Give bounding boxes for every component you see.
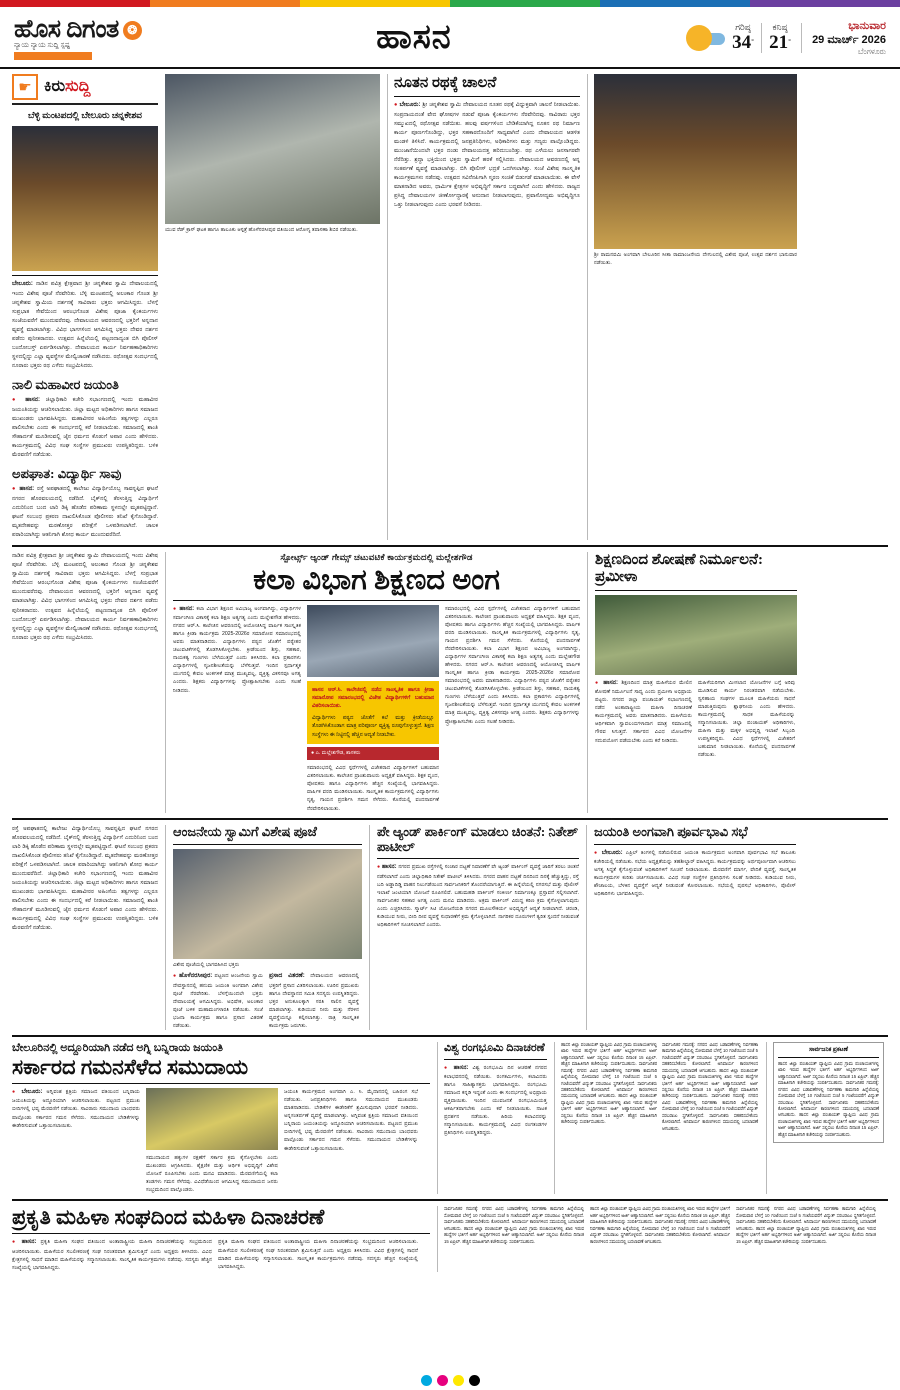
- kicker-belur: ಬೇಲೂರಿನಲ್ಲಿ ಅದ್ದೂರಿಯಾಗಿ ನಡೆದ ಅಗ್ನಿ ಬನ್ನಿರಾಯ ಜಯಂತಿ: [12, 1041, 223, 1054]
- photo-belur-procession: [146, 1088, 278, 1150]
- temp-max: [732, 23, 754, 52]
- column-kala-story: [165, 552, 580, 812]
- headline-apaghata: ಅಪಘಾತ: ವಿದ್ಯಾರ್ಥಿ ಸಾವು: [12, 466, 122, 482]
- color-registration-strip: [0, 0, 900, 7]
- column-classified-1: [554, 1042, 759, 1194]
- article-kala-body2: ಸಮಾರಂಭದಲ್ಲಿ ವಿವಿಧ ಸ್ಪರ್ಧೆಗಳಲ್ಲಿ ವಿಜೇತರಾದ ವಿದ್ಯಾರ್ಥಿಗಳಿಗೆ ಬಹುಮಾನ ವಿತರಿಸಲಾಯಿತು. ಕಾಲೇಜಿನ ಪ್ರಾಂಶುಪಾಲರು ಅಧ್ಯಕ್ಷತೆ ವಹಿಸಿದ್ದರು. ಶಿಕ್ಷಕ ವೃಂದ, ಪೋಷಕರು ಹಾಗೂ ವಿದ್ಯಾರ್ಥಿಗಳು ಹೆಚ್ಚಿನ ಸಂಖ್ಯೆಯಲ್ಲಿ ಭಾಗವಹಿಸಿದ್ದರು. ವಾರ್ಷಿಕ ವರದಿ ಮಂಡಿಸಲಾಯಿತು. ಸಾಂಸ್ಕೃತಿಕ ಕಾರ್ಯಕ್ರಮಗಳಲ್ಲಿ ವಿದ್ಯಾರ್ಥಿಗಳು ನೃತ್ಯ, ಗಾಯನ ಪ್ರದರ್ಶಿಸಿ ಗಮನ ಸೆಳೆದರು. ಕೊನೆಯಲ್ಲಿ ವಂದನಾರ್ಪಣೆ ನೆರವೇರಿಸಲಾಯಿತು. ಕಲಾ ವಿಭಾಗ ಶಿಕ್ಷಣದ ಅವಿಭಾಜ್ಯ ಅಂಗವಾಗಿದ್ದು, ವಿದ್ಯಾರ್ಥಿಗಳ ಸರ್ವಾಂಗೀಣ ವಿಕಾಸಕ್ಕೆ ಕಲಾ ಶಿಕ್ಷಣ ಅತ್ಯಗತ್ಯ ಎಂದು ಮಲ್ಲೇಶಗೌಡ ಹೇಳಿದರು. ನಗರದ ಆರ್.ಸಿ. ಕಾಲೇಜಿನ ಆವರಣದಲ್ಲಿ ಆಯೋಜಿಸಿದ್ದ ವಾರ್ಷಿಕ ಸಾಂಸ್ಕೃತಿಕ ಹಾಗೂ ಕ್ರೀಡಾ ಕಾರ್ಯಕ್ರಮ 2025-2026ರ ಸಮಾರೋಪ ಸಮಾರಂಭದಲ್ಲಿ ಅವರು ಮಾತನಾಡಿದರು. ವಿದ್ಯಾರ್ಥಿಗಳು ಪಠ್ಯದ ಜೊತೆಗೆ ಪಠ್ಯೇತರ ಚಟುವಟಿಕೆಗಳಲ್ಲಿ ತೊಡಗಿಸಿಕೊಳ್ಳಬೇಕು. ಕ್ರೀಡೆಯಿಂದ ಶಿಸ್ತು, ಸಹಕಾರ, ನಾಯಕತ್ವ ಗುಣಗಳು ಬೆಳೆಯುತ್ತವೆ ಎಂದು ತಿಳಿಸಿದರು. ಕಲಾ ಪ್ರಕಾರಗಳು ವಿದ್ಯಾರ್ಥಿಗಳಲ್ಲಿ ಸೃಜನಶೀಲತೆಯನ್ನು ಬೆಳೆಸುತ್ತವೆ. ಇಂದಿನ ಸ್ಪರ್ಧಾತ್ಮಕ ಯುಗದಲ್ಲಿ ಕೇವಲ ಅಂಕಗಳಿಕೆ ಮಾತ್ರ ಮುಖ್ಯವಲ್ಲ, ವ್ಯಕ್ತಿತ್ವ ವಿಕಸನವೂ ಅಗತ್ಯ ಎಂದರು. ಶಿಕ್ಷಕರು ವಿದ್ಯಾರ್ಥಿಗಳನ್ನು ಪ್ರೋತ್ಸಾಹಿಸಬೇಕು ಎಂದು ಸಲಹೆ ನೀಡಿದರು.: [445, 605, 580, 725]
- logo-tagline: ನ್ಯಾಯ ನ್ಯಾಯ ಸುದ್ದಿ ಸ್ಪಷ್ಟ: [14, 42, 71, 49]
- kirusuddi-header: [12, 74, 158, 105]
- temp-max-label: ಗರಿಷ್ಠ: [735, 22, 751, 33]
- photo-anjaneya-puja: [173, 849, 362, 959]
- column-shikshana: [587, 552, 797, 812]
- dateline: ಹಾಸನ:: [19, 486, 35, 493]
- bullet-icon: ●: [444, 1064, 450, 1071]
- column-parking: [369, 825, 579, 1030]
- article-belur-body3: ಜಯಂತಿ ಕಾರ್ಯಕ್ರಮದ ಅಂಗವಾಗಿ ಎ. ಸಿ. ಮೈದಾನದಲ್ಲಿ ಬಹಿರಂಗ ಸಭೆ ನಡೆಯಿತು. ಜನಪ್ರತಿನಿಧಿಗಳು ಹಾಗೂ ಸಮುದಾಯದ ಮುಖಂಡರು ಮಾತನಾಡಿದರು. ಬೇಡಿಕೆಗಳ ಈಡೇರಿಕೆಗೆ ಶ್ರಮಿಸುವುದಾಗಿ ಭರವಸೆ ನೀಡಿದರು. ಅನ್ನಸಂತರ್ಪಣೆ ವ್ಯವಸ್ಥೆ ಮಾಡಲಾಗಿತ್ತು. ಅಗ್ನಿವಂಶ ಕ್ಷತ್ರಿಯ ಸಮಾಜದ ವತಿಯಿಂದ ಬನ್ನಿರಾಯ ಜಯಂತಿಯನ್ನು ಅದ್ದೂರಿಯಾಗಿ ಆಚರಿಸಲಾಯಿತು. ಪಟ್ಟಣದ ಪ್ರಮುಖ ಬೀದಿಗಳಲ್ಲಿ ಭವ್ಯ ಮೆರವಣಿಗೆ ನಡೆಯಿತು. ಸಾವಿರಾರು ಸಮುದಾಯ ಬಾಂಧವರು ಪಾಲ್ಗೊಂಡು ಸರ್ಕಾರದ ಗಮನ ಸೆಳೆದರು. ಸಮುದಾಯದ ಬೇಡಿಕೆಗಳನ್ನು ಈಡೇರಿಸುವಂತೆ ಒತ್ತಾಯಿಸಲಾಯಿತು.: [284, 1089, 418, 1152]
- classified-text-b: ಸಾರ್ವಜನಿಕರ ಗಮನಕ್ಕೆ: ನಗರದ ವಿವಿಧ ಬಡಾವಣೆಗಳಲ್ಲಿ ನಿರ್ವಹಣಾ ಕಾಮಗಾರಿ ಹಿನ್ನೆಲೆಯಲ್ಲಿ ಸೋಮವಾರ ಬೆಳಗ್ಗೆ 10 ಗಂಟೆಯಿಂದ ಸಂಜೆ 5 ಗಂಟೆಯವರೆಗೆ ವಿದ್ಯುತ್ ಸರಬರಾಜು ಸ್ಥಗಿತಗೊಳ್ಳಲಿದೆ. ಸಾರ್ವಜನಿಕರು ಸಹಕರಿಸಬೇಕೆಂದು ಕೋರಲಾಗಿದೆ. ಅನಿವಾರ್ಯ ಕಾರಣಗಳಿಂದ ಸಮಯದಲ್ಲಿ ಬದಲಾವಣೆ ಆಗಬಹುದು. ಹಾಸನ ಜಿಲ್ಲಾ ಪಂಚಾಯತ್ ವ್ಯಾಪ್ತಿಯ ವಿವಿಧ ಗ್ರಾಮ ಪಂಚಾಯತಿಗಳಲ್ಲಿ ಖಾಲಿ ಇರುವ ಹುದ್ದೆಗಳ ಭರ್ತಿಗೆ ಅರ್ಹ ಅಭ್ಯರ್ಥಿಗಳಿಂದ ಅರ್ಜಿ ಆಹ್ವಾನಿಸಲಾಗಿದೆ. ಅರ್ಜಿ ಸಲ್ಲಿಸಲು ಕೊನೆಯ ದಿನಾಂಕ 15 ಏಪ್ರಿಲ್. ಹೆಚ್ಚಿನ ಮಾಹಿತಿಗಾಗಿ ಕಚೇರಿಯನ್ನು ಸಂಪರ್ಕಿಸಬಹುದು. ಸಾರ್ವಜನಿಕರ ಗಮನಕ್ಕೆ: ನಗರದ ವಿವಿಧ ಬಡಾವಣೆಗಳಲ್ಲಿ ನಿರ್ವಹಣಾ ಕಾಮಗಾರಿ ಹಿನ್ನೆಲೆಯಲ್ಲಿ ಸೋಮವಾರ ಬೆಳಗ್ಗೆ 10 ಗಂಟೆಯಿಂದ ಸಂಜೆ 5 ಗಂಟೆಯವರೆಗೆ ವಿದ್ಯುತ್ ಸರಬರಾಜು ಸ್ಥಗಿತಗೊಳ್ಳಲಿದೆ. ಸಾರ್ವಜನಿಕರು ಸಹಕರಿಸಬೇಕೆಂದು ಕೋರಲಾಗಿದೆ. ಅನಿವಾರ್ಯ ಕಾರಣಗಳಿಂದ ಸಮಯದಲ್ಲಿ ಬದಲಾವಣೆ ಆಗಬಹುದು.: [662, 1041, 758, 1131]
- headline-vishwa: ವಿಶ್ವ ರಂಗಭೂಮಿ ದಿನಾಚರಣೆ: [444, 1041, 545, 1054]
- classified-text-e: ಸಾರ್ವಜನಿಕರ ಗಮನಕ್ಕೆ: ನಗರದ ವಿವಿಧ ಬಡಾವಣೆಗಳಲ್ಲಿ ನಿರ್ವಹಣಾ ಕಾಮಗಾರಿ ಹಿನ್ನೆಲೆಯಲ್ಲಿ ಸೋಮವಾರ ಬೆಳಗ್ಗೆ 10 ಗಂಟೆಯಿಂದ ಸಂಜೆ 5 ಗಂಟೆಯವರೆಗೆ ವಿದ್ಯುತ್ ಸರಬರಾಜು ಸ್ಥಗಿತಗೊಳ್ಳಲಿದೆ. ಸಾರ್ವಜನಿಕರು ಸಹಕರಿಸಬೇಕೆಂದು ಕೋರಲಾಗಿದೆ. ಅನಿವಾರ್ಯ ಕಾರಣಗಳಿಂದ ಸಮಯದಲ್ಲಿ ಬದಲಾವಣೆ ಆಗಬಹುದು. ಹಾಸನ ಜಿಲ್ಲಾ ಪಂಚಾಯತ್ ವ್ಯಾಪ್ತಿಯ ವಿವಿಧ ಗ್ರಾಮ ಪಂಚಾಯತಿಗಳಲ್ಲಿ ಖಾಲಿ ಇರುವ ಹುದ್ದೆಗಳ ಭರ್ತಿಗೆ ಅರ್ಹ ಅಭ್ಯರ್ಥಿಗಳಿಂದ ಅರ್ಜಿ ಆಹ್ವಾನಿಸಲಾಗಿದೆ. ಅರ್ಜಿ ಸಲ್ಲಿಸಲು ಕೊನೆಯ ದಿನಾಂಕ 15 ಏಪ್ರಿಲ್. ಹೆಚ್ಚಿನ ಮಾಹಿತಿಗಾಗಿ ಕಚೇರಿಯನ್ನು ಸಂಪರ್ಕಿಸಬಹುದು.: [736, 1206, 876, 1244]
- masthead: [0, 7, 900, 69]
- dateline: ಹಾಸನ:: [179, 605, 195, 612]
- bullet-icon: ●: [311, 749, 315, 756]
- column-left-continued: [12, 552, 158, 812]
- photo-belur-deity: [12, 126, 158, 271]
- bullet-icon: ●: [173, 973, 177, 980]
- dateline: ಹಾಸನ:: [21, 1239, 37, 1246]
- article-parking-body: ● ಹಾಸನ: ನಗರದ ಪ್ರಮುಖ ರಸ್ತೆಗಳಲ್ಲಿ ಸಂಚಾರ ದಟ್ಟಣೆ ನಿವಾರಣೆಗೆ ಪೇ ಆ್ಯಂಡ್ ಪಾರ್ಕಿಂಗ್ ವ್ಯವಸ್ಥೆ ಜಾರಿಗೆ ತರಲು ಚಿಂತನೆ ನಡೆಸಲಾಗಿದೆ ಎಂದು ಜಿಲ್ಲಾಧಿಕಾರಿ ನಿತೇಶ್ ಪಾಟೀಲ್ ತಿಳಿಸಿದರು. ನಗರದ ವಾಹನ ದಟ್ಟಣೆ ದಿನದಿಂದ ದಿನಕ್ಕೆ ಹೆಚ್ಚುತ್ತಿದ್ದು, ರಸ್ತೆ ಬದಿ ಅಡ್ಡಾದಿಡ್ಡಿ ವಾಹನ ನಿಲುಗಡೆಯಿಂದ ಸಾರ್ವಜನಿಕರಿಗೆ ತೊಂದರೆಯಾಗುತ್ತಿದೆ. ಈ ಹಿನ್ನೆಲೆಯಲ್ಲಿ ನಗರಸಭೆ ಮತ್ತು ಪೊಲೀಸ್ ಇಲಾಖೆ ಜಂಟಿಯಾಗಿ ಯೋಜನೆ ರೂಪಿಸಲಿವೆ. ಬಹುಮಹಡಿ ಪಾರ್ಕಿಂಗ್ ಸಂಕೀರ್ಣ ನಿರ್ಮಾಣಕ್ಕೂ ಪ್ರಸ್ತಾವನೆ ಸಲ್ಲಿಸಲಾಗಿದೆ. ಸಾರ್ವಜನಿಕರ ಸಹಕಾರ ಅಗತ್ಯ ಎಂದು ಮನವಿ ಮಾಡಿದರು. ಅಕ್ರಮ ಪಾರ್ಕಿಂಗ್ ವಿರುದ್ಧ ಕಠಿಣ ಕ್ರಮ ಕೈಗೊಳ್ಳಲಾಗುವುದು ಎಂದು ಎಚ್ಚರಿಸಿದರು. ಸ್ಮಾರ್ಟ್ ಸಿಟಿ ಯೋಜನೆಯಡಿ ನಗರದ ಮೂಲಸೌಕರ್ಯ ಅಭಿವೃದ್ಧಿಗೆ ಆದ್ಯತೆ ನೀಡಲಾಗಿದೆ. ಚರಂಡಿ, ಕುಡಿಯುವ ನೀರು, ಬೀದಿ ದೀಪ ವ್ಯವಸ್ಥೆ ಸುಧಾರಣೆಗೆ ಕ್ರಮ ಕೈಗೊಳ್ಳಲಾಗಿದೆ. ನಾಗರಿಕರ ದೂರುಗಳಿಗೆ ತ್ವರಿತ ಸ್ಪಂದನೆ ನೀಡುವಂತೆ ಅಧಿಕಾರಿಗಳಿಗೆ ಸೂಚಿಸಲಾಗಿದೆ ಎಂದರು.: [377, 864, 579, 929]
- column-kirusuddi: [12, 74, 158, 540]
- dateline: ಬೇಲೂರು:: [21, 1089, 43, 1096]
- article-prakruti-body2: ಪ್ರಕೃತಿ ಮಹಿಳಾ ಸಂಘದ ವತಿಯಿಂದ ಅಂತಾರಾಷ್ಟ್ರೀಯ ಮಹಿಳಾ ದಿನಾಚರಣೆಯನ್ನು ಸಂಭ್ರಮದಿಂದ ಆಚರಿಸಲಾಯಿತು. ಮಹಿಳೆಯರ ಸಬಲೀಕರಣಕ್ಕೆ ಸಂಘ ನಿರಂತರವಾಗಿ ಶ್ರಮಿಸುತ್ತಿದೆ ಎಂದು ಅಧ್ಯಕ್ಷರು ತಿಳಿಸಿದರು. ವಿವಿಧ ಕ್ಷೇತ್ರಗಳಲ್ಲಿ ಸಾಧನೆ ಮಾಡಿದ ಮಹಿಳೆಯರನ್ನು ಸನ್ಮಾನಿಸಲಾಯಿತು. ಸಾಂಸ್ಕೃತಿಕ ಕಾರ್ಯಕ್ರಮಗಳು ನಡೆದವು. ಸದಸ್ಯರು ಹೆಚ್ಚಿನ ಸಂಖ್ಯೆಯಲ್ಲಿ ಭಾಗವಹಿಸಿದ್ದರು.: [218, 1239, 418, 1270]
- photo-health-camp: [165, 74, 380, 224]
- bullet-icon: ●: [12, 486, 17, 493]
- weekday: ಭಾನುವಾರ: [848, 19, 886, 32]
- article-hemavathi-body: ಬೇಲೂರು: ನಾಡಿನ ಪವಿತ್ರ ಕ್ಷೇತ್ರವಾದ ಶ್ರೀ ಚನ್ನಕೇಶವ ಸ್ವಾಮಿ ದೇವಾಲಯದಲ್ಲಿ ಇಂದು ವಿಶೇಷ ಪೂಜೆ ನೆರವೇರಿತು. ಬೆಳ್ಳಿ ಮಂಟಪದಲ್ಲಿ ಅಲಂಕಾರ ಗೊಂಡ ಶ್ರೀ ಚನ್ನಕೇಶವ ಸ್ವಾಮಿಯ ದರ್ಶನಕ್ಕೆ ಸಾವಿರಾರು ಭಕ್ತರು ಆಗಮಿಸಿದ್ದರು. ಬೆಳಗ್ಗೆ ಸುಪ್ರಭಾತ ಸೇವೆಯಿಂದ ಆರಂಭಗೊಂಡ ವಿಶೇಷ ಪೂಜಾ ಕೈಂಕರ್ಯಗಳು ಸಂಜೆಯವರೆಗೆ ಮುಂದುವರೆದವು. ದೇವಾಲಯದ ಆವರಣದಲ್ಲಿ ಭಕ್ತರಿಗೆ ಅನ್ನದಾನ ವ್ಯವಸ್ಥೆ ಮಾಡಲಾಗಿತ್ತು. ವಿವಿಧ ಭಾಗಗಳಿಂದ ಆಗಮಿಸಿದ್ದ ಭಕ್ತರು ದೇವರ ದರ್ಶನ ಪಡೆದು ಪುನೀತರಾದರು. ಉತ್ಸವದ ಹಿನ್ನೆಲೆಯಲ್ಲಿ ಪಟ್ಟಣದಾದ್ಯಂತ ಬಿಗಿ ಪೊಲೀಸ್ ಬಂದೋಬಸ್ತ್ ಏರ್ಪಡಿಸಲಾಗಿತ್ತು. ದೇವಾಲಯದ ಕಾರ್ಯ ನಿರ್ವಹಣಾಧಿಕಾರಿಗಳು ಸ್ಥಳದಲ್ಲಿದ್ದು ಎಲ್ಲಾ ವ್ಯವಸ್ಥೆಗಳ ಮೇಲ್ವಿಚಾರಣೆ ನಡೆಸಿದರು. ರಥೋತ್ಸವ ಸಂದರ್ಭದಲ್ಲಿ ನೂರಾರು ಭಕ್ತರು ರಥ ಎಳೆದು ಸಂಭ್ರಮಿಸಿದರು.: [12, 281, 158, 370]
- bullet-icon: ●: [12, 1239, 18, 1246]
- article-belur-body2: ಸಮುದಾಯದ ಹಕ್ಕುಗಳ ರಕ್ಷಣೆಗೆ ಸರ್ಕಾರ ಕ್ರಮ ಕೈಗೊಳ್ಳಬೇಕು ಎಂದು ಮುಖಂಡರು ಆಗ್ರಹಿಸಿದರು. ಶೈಕ್ಷಣಿಕ ಮತ್ತು ಆರ್ಥಿಕ ಅಭಿವೃದ್ಧಿಗೆ ವಿಶೇಷ ಯೋಜನೆ ರೂಪಿಸಬೇಕು ಎಂದು ಮನವಿ ಮಾಡಿದರು. ಮೆರವಣಿಗೆಯಲ್ಲಿ ಕಲಾ ತಂಡಗಳು ಗಮನ ಸೆಳೆದವು. ವಿವಿಧೆಡೆಯಿಂದ ಆಗಮಿಸಿದ್ದ ಸಮುದಾಯದ ಜನರು ಸಂಭ್ರಮದಿಂದ ಪಾಲ್ಗೊಂಡರು.: [146, 1155, 278, 1194]
- article-left-band3: ರಸ್ತೆ ಅಪಘಾತದಲ್ಲಿ ಕಾಲೇಜು ವಿದ್ಯಾರ್ಥಿಯೊಬ್ಬ ಸಾವನ್ನಪ್ಪಿದ ಘಟನೆ ನಗರದ ಹೊರವಲಯದಲ್ಲಿ ನಡೆದಿದೆ. ಬೈಕ್‌ನಲ್ಲಿ ತೆರಳುತ್ತಿದ್ದ ವಿದ್ಯಾರ್ಥಿಗೆ ಎದುರಿನಿಂದ ಬಂದ ಲಾರಿ ಡಿಕ್ಕಿ ಹೊಡೆದ ಪರಿಣಾಮ ಸ್ಥಳದಲ್ಲೇ ಮೃತಪಟ್ಟಿದ್ದಾನೆ. ಘಟನೆ ಸಂಬಂಧ ಪ್ರಕರಣ ದಾಖಲಿಸಿಕೊಂಡ ಪೊಲೀಸರು ತನಿಖೆ ಕೈಗೊಂಡಿದ್ದಾರೆ. ಮೃತದೇಹವನ್ನು ಮರಣೋತ್ತರ ಪರೀಕ್ಷೆಗೆ ಒಳಪಡಿಸಲಾಗಿದೆ. ಚಾಲಕ ಪರಾರಿಯಾಗಿದ್ದು ಆತನಿಗಾಗಿ ಶೋಧ ಕಾರ್ಯ ಮುಂದುವರೆದಿದೆ. ಜಿಲ್ಲಾಧಿಕಾರಿ ಕಚೇರಿ ಸಭಾಂಗಣದಲ್ಲಿ ಇಂದು ಮಹಾವೀರ ಜಯಂತಿಯನ್ನು ಆಚರಿಸಲಾಯಿತು. ಜಿಲ್ಲಾ ಮಟ್ಟದ ಅಧಿಕಾರಿಗಳು ಹಾಗೂ ಸಮಾಜದ ಮುಖಂಡರು ಭಾಗವಹಿಸಿದ್ದರು. ಮಹಾವೀರರ ಅಹಿಂಸೆಯ ತತ್ವಗಳನ್ನು ಎಲ್ಲರೂ ಪಾಲಿಸಬೇಕು ಎಂದು ಈ ಸಂದರ್ಭದಲ್ಲಿ ಕರೆ ನೀಡಲಾಯಿತು. ಸಮಾಜದಲ್ಲಿ ಶಾಂತಿ ಸೌಹಾರ್ದತೆ ಮೂಡಿಸುವಲ್ಲಿ ಜೈನ ಧರ್ಮದ ಕೊಡುಗೆ ಅಪಾರ ಎಂದು ಹೇಳಿದರು. ಕಾರ್ಯಕ್ರಮದಲ್ಲಿ ವಿವಿಧ ಸಂಘ ಸಂಸ್ಥೆಗಳ ಪ್ರಮುಖರು ಉಪಸ್ಥಿತರಿದ್ದರು. ಬಳಿಕ ಮೆರವಣಿಗೆ ನಡೆಯಿತು.: [12, 825, 158, 932]
- column-jayanti: [586, 825, 796, 1030]
- caption-anjaneya: ವಿಶೇಷ ಪೂಜೆಯಲ್ಲಿ ಭಾಗವಹಿಸಿದ ಭಕ್ತರು: [173, 961, 240, 968]
- article-shikshana-body2: ಮಹಿಳೆಯರಿಗಾಗಿ ಮೀಸಲಾದ ಯೋಜನೆಗಳ ಬಗ್ಗೆ ಅರಿವು ಮೂಡಿಸುವ ಕಾರ್ಯ ನಿರಂತರವಾಗಿ ನಡೆಯಬೇಕು. ಸ್ವಸಹಾಯ ಸಂಘಗಳ ಮೂಲಕ ಮಹಿಳೆಯರು ಸಾಧನೆ ಮಾಡುತ್ತಿರುವುದು ಶ್ಲಾಘನೀಯ ಎಂದು ಹೇಳಿದರು. ಕಾರ್ಯಕ್ರಮದಲ್ಲಿ ಸಾಧಕ ಮಹಿಳೆಯರನ್ನು ಸನ್ಮಾನಿಸಲಾಯಿತು. ಜಿಲ್ಲಾ ಪಂಚಾಯತ್ ಅಧಿಕಾರಿಗಳು, ಮಹಿಳಾ ಮತ್ತು ಮಕ್ಕಳ ಅಭಿವೃದ್ಧಿ ಇಲಾಖೆ ಸಿಬ್ಬಂದಿ ಉಪಸ್ಥಿತರಿದ್ದರು. ವಿವಿಧ ಸ್ಪರ್ಧೆಗಳಲ್ಲಿ ವಿಜೇತರಿಗೆ ಬಹುಮಾನ ನೀಡಲಾಯಿತು. ಕೊನೆಯಲ್ಲಿ ವಂದನಾರ್ಪಣೆ ನಡೆಯಿತು.: [698, 679, 795, 759]
- sun-icon: [686, 25, 712, 51]
- column-bottom-classified: [437, 1206, 880, 1272]
- article-anjaneya-body1: ● ಹೊಳೆನರಸೀಪುರ: ಪಟ್ಟಣದ ಆಂಜನೇಯ ಸ್ವಾಮಿ ದೇವಸ್ಥಾನದಲ್ಲಿ ಹನುಮ ಜಯಂತಿ ಅಂಗವಾಗಿ ವಿಶೇಷ ಪೂಜೆ ನೆರವೇರಿತು. ಬೆಳಗ್ಗೆಯಿಂದಲೇ ಭಕ್ತರು ದೇವಾಲಯಕ್ಕೆ ಆಗಮಿಸಿದ್ದರು. ಅಭಿಷೇಕ, ಅಲಂಕಾರ ಪೂಜೆ ಬಳಿಕ ಮಹಾಮಂಗಳಾರತಿ ನಡೆಯಿತು. ಸಂಜೆ ಭಜನಾ ಕಾರ್ಯಕ್ರಮ ಹಾಗೂ ಪ್ರಸಾದ ವಿತರಣೆ ನಡೆಯಿತು.: [173, 973, 263, 1029]
- article-anjaneya-body2: ಪ್ರಸಾದ ವಿತರಣೆ: ದೇವಾಲಯದ ಆವರಣದಲ್ಲಿ ಭಕ್ತರಿಗೆ ಪ್ರಸಾದ ವಿತರಿಸಲಾಯಿತು. ಊರಿನ ಪ್ರಮುಖರು ಹಾಗೂ ದೇವಸ್ಥಾನದ ಸಮಿತಿ ಸದಸ್ಯರು ಉಪಸ್ಥಿತರಿದ್ದರು. ಭಕ್ತರ ಅನುಕೂಲಕ್ಕಾಗಿ ಸರತಿ ಸಾಲಿನ ವ್ಯವಸ್ಥೆ ಮಾಡಲಾಗಿತ್ತು. ಕುಡಿಯುವ ನೀರು ಮತ್ತು ನೆರಳಿನ ವ್ಯವಸ್ಥೆಯನ್ನೂ ಕಲ್ಪಿಸಲಾಗಿತ್ತು. ರಾತ್ರಿ ಸಾಂಸ್ಕೃತಿಕ ಕಾರ್ಯಕ್ರಮ ಜರುಗಿತು.: [269, 973, 360, 1029]
- bullet-icon: ●: [173, 605, 177, 612]
- headline-kala: ಕಲಾ ವಿಭಾಗ ಶಿಕ್ಷಣದ ಅಂಗ: [253, 564, 500, 597]
- headline-shikshana: ಶಿಕ್ಷಣದಿಂದ ಶೋಷಣೆ ನಿರ್ಮೂಲನೆ: ಪ್ರಮೀಳಾ: [595, 552, 763, 586]
- temp-min: [769, 23, 791, 52]
- article-belur-body1: ● ಬೇಲೂರು: ಅಗ್ನಿವಂಶ ಕ್ಷತ್ರಿಯ ಸಮಾಜದ ವತಿಯಿಂದ ಬನ್ನಿರಾಯ ಜಯಂತಿಯನ್ನು ಅದ್ದೂರಿಯಾಗಿ ಆಚರಿಸಲಾಯಿತು. ಪಟ್ಟಣದ ಪ್ರಮುಖ ಬೀದಿಗಳಲ್ಲಿ ಭವ್ಯ ಮೆರವಣಿಗೆ ನಡೆಯಿತು. ಸಾವಿರಾರು ಸಮುದಾಯ ಬಾಂಧವರು ಪಾಲ್ಗೊಂಡು ಸರ್ಕಾರದ ಗಮನ ಸೆಳೆದರು. ಸಮುದಾಯದ ಬೇಡಿಕೆಗಳನ್ನು ಈಡೇರಿಸುವಂತೆ ಒತ್ತಾಯಿಸಲಾಯಿತು.: [12, 1089, 140, 1129]
- article-kala-body1: ● ಹಾಸನ: ಕಲಾ ವಿಭಾಗ ಶಿಕ್ಷಣದ ಅವಿಭಾಜ್ಯ ಅಂಗವಾಗಿದ್ದು, ವಿದ್ಯಾರ್ಥಿಗಳ ಸರ್ವಾಂಗೀಣ ವಿಕಾಸಕ್ಕೆ ಕಲಾ ಶಿಕ್ಷಣ ಅತ್ಯಗತ್ಯ ಎಂದು ಮಲ್ಲೇಶಗೌಡ ಹೇಳಿದರು. ನಗರದ ಆರ್.ಸಿ. ಕಾಲೇಜಿನ ಆವರಣದಲ್ಲಿ ಆಯೋಜಿಸಿದ್ದ ವಾರ್ಷಿಕ ಸಾಂಸ್ಕೃತಿಕ ಹಾಗೂ ಕ್ರೀಡಾ ಕಾರ್ಯಕ್ರಮ 2025-2026ರ ಸಮಾರೋಪ ಸಮಾರಂಭದಲ್ಲಿ ಅವರು ಮಾತನಾಡಿದರು. ವಿದ್ಯಾರ್ಥಿಗಳು ಪಠ್ಯದ ಜೊತೆಗೆ ಪಠ್ಯೇತರ ಚಟುವಟಿಕೆಗಳಲ್ಲಿ ತೊಡಗಿಸಿಕೊಳ್ಳಬೇಕು. ಕ್ರೀಡೆಯಿಂದ ಶಿಸ್ತು, ಸಹಕಾರ, ನಾಯಕತ್ವ ಗುಣಗಳು ಬೆಳೆಯುತ್ತವೆ ಎಂದು ತಿಳಿಸಿದರು. ಕಲಾ ಪ್ರಕಾರಗಳು ವಿದ್ಯಾರ್ಥಿಗಳಲ್ಲಿ ಸೃಜನಶೀಲತೆಯನ್ನು ಬೆಳೆಸುತ್ತವೆ. ಇಂದಿನ ಸ್ಪರ್ಧಾತ್ಮಕ ಯುಗದಲ್ಲಿ ಕೇವಲ ಅಂಕಗಳಿಕೆ ಮಾತ್ರ ಮುಖ್ಯವಲ್ಲ, ವ್ಯಕ್ತಿತ್ವ ವಿಕಸನವೂ ಅಗತ್ಯ ಎಂದರು. ಶಿಕ್ಷಕರು ವಿದ್ಯಾರ್ಥಿಗಳನ್ನು ಪ್ರೋತ್ಸಾಹಿಸಬೇಕು ಎಂದು ಸಲಹೆ ನೀಡಿದರು.: [173, 605, 301, 694]
- bullet-icon: ●: [12, 397, 20, 404]
- dateline: ಹಾಸನ:: [603, 679, 619, 686]
- article-nali-body: ● ಹಾಸನ: ಜಿಲ್ಲಾಧಿಕಾರಿ ಕಚೇರಿ ಸಭಾಂಗಣದಲ್ಲಿ ಇಂದು ಮಹಾವೀರ ಜಯಂತಿಯನ್ನು ಆಚರಿಸಲಾಯಿತು. ಜಿಲ್ಲಾ ಮಟ್ಟದ ಅಧಿಕಾರಿಗಳು ಹಾಗೂ ಸಮಾಜದ ಮುಖಂಡರು ಭಾಗವಹಿಸಿದ್ದರು. ಮಹಾವೀರರ ಅಹಿಂಸೆಯ ತತ್ವಗಳನ್ನು ಎಲ್ಲರೂ ಪಾಲಿಸಬೇಕು ಎಂದು ಈ ಸಂದರ್ಭದಲ್ಲಿ ಕರೆ ನೀಡಲಾಯಿತು. ಸಮಾಜದಲ್ಲಿ ಶಾಂತಿ ಸೌಹಾರ್ದತೆ ಮೂಡಿಸುವಲ್ಲಿ ಜೈನ ಧರ್ಮದ ಕೊಡುಗೆ ಅಪಾರ ಎಂದು ಹೇಳಿದರು. ಕಾರ್ಯಕ್ರಮದಲ್ಲಿ ವಿವಿಧ ಸಂಘ ಸಂಸ್ಥೆಗಳ ಪ್ರಮುಖರು ಉಪಸ್ಥಿತರಿದ್ದರು. ಬಳಿಕ ಮೆರವಣಿಗೆ ನಡೆಯಿತು.: [12, 397, 158, 459]
- classified-text-d: ಹಾಸನ ಜಿಲ್ಲಾ ಪಂಚಾಯತ್ ವ್ಯಾಪ್ತಿಯ ವಿವಿಧ ಗ್ರಾಮ ಪಂಚಾಯತಿಗಳಲ್ಲಿ ಖಾಲಿ ಇರುವ ಹುದ್ದೆಗಳ ಭರ್ತಿಗೆ ಅರ್ಹ ಅಭ್ಯರ್ಥಿಗಳಿಂದ ಅರ್ಜಿ ಆಹ್ವಾನಿಸಲಾಗಿದೆ. ಅರ್ಜಿ ಸಲ್ಲಿಸಲು ಕೊನೆಯ ದಿನಾಂಕ 15 ಏಪ್ರಿಲ್. ಹೆಚ್ಚಿನ ಮಾಹಿತಿಗಾಗಿ ಕಚೇರಿಯನ್ನು ಸಂಪರ್ಕಿಸಬಹುದು. ಸಾರ್ವಜನಿಕರ ಗಮನಕ್ಕೆ: ನಗರದ ವಿವಿಧ ಬಡಾವಣೆಗಳಲ್ಲಿ ನಿರ್ವಹಣಾ ಕಾಮಗಾರಿ ಹಿನ್ನೆಲೆಯಲ್ಲಿ ಸೋಮವಾರ ಬೆಳಗ್ಗೆ 10 ಗಂಟೆಯಿಂದ ಸಂಜೆ 5 ಗಂಟೆಯವರೆಗೆ ವಿದ್ಯುತ್ ಸರಬರಾಜು ಸ್ಥಗಿತಗೊಳ್ಳಲಿದೆ. ಸಾರ್ವಜನಿಕರು ಸಹಕರಿಸಬೇಕೆಂದು ಕೋರಲಾಗಿದೆ. ಅನಿವಾರ್ಯ ಕಾರಣಗಳಿಂದ ಸಮಯದಲ್ಲಿ ಬದಲಾವಣೆ ಆಗಬಹುದು.: [590, 1206, 730, 1244]
- article-prakruti-body1: ● ಹಾಸನ: ಪ್ರಕೃತಿ ಮಹಿಳಾ ಸಂಘದ ವತಿಯಿಂದ ಅಂತಾರಾಷ್ಟ್ರೀಯ ಮಹಿಳಾ ದಿನಾಚರಣೆಯನ್ನು ಸಂಭ್ರಮದಿಂದ ಆಚರಿಸಲಾಯಿತು. ಮಹಿಳೆಯರ ಸಬಲೀಕರಣಕ್ಕೆ ಸಂಘ ನಿರಂತರವಾಗಿ ಶ್ರಮಿಸುತ್ತಿದೆ ಎಂದು ಅಧ್ಯಕ್ಷರು ತಿಳಿಸಿದರು. ವಿವಿಧ ಕ್ಷೇತ್ರಗಳಲ್ಲಿ ಸಾಧನೆ ಮಾಡಿದ ಮಹಿಳೆಯರನ್ನು ಸನ್ಮಾನಿಸಲಾಯಿತು. ಸಾಂಸ್ಕೃತಿಕ ಕಾರ್ಯಕ್ರಮಗಳು ನಡೆದವು. ಸದಸ್ಯರು ಹೆಚ್ಚಿನ ಸಂಖ್ಯೆಯಲ್ಲಿ ಭಾಗವಹಿಸಿದ್ದರು.: [12, 1239, 212, 1271]
- edition-title: ಹಾಸನ: [376, 19, 452, 56]
- public-notice-box: [773, 1042, 884, 1143]
- article-jayanti-body: ● ಬೇಲೂರು: ಎಪ್ರಿಲ್ ತಿಂಗಳಲ್ಲಿ ನಡೆಯಲಿರುವ ಜಯಂತಿ ಕಾರ್ಯಕ್ರಮದ ಅಂಗವಾಗಿ ಪೂರ್ವಭಾವಿ ಸಭೆ ತಾಲೂಕು ಕಚೇರಿಯಲ್ಲಿ ನಡೆಯಿತು. ಸಭೆಯ ಅಧ್ಯಕ್ಷತೆಯನ್ನು ತಹಶೀಲ್ದಾರ್ ವಹಿಸಿದ್ದರು. ಕಾರ್ಯಕ್ರಮವನ್ನು ಅರ್ಥಪೂರ್ಣವಾಗಿ ಆಚರಿಸಲು ಅಗತ್ಯ ಸಿದ್ಧತೆ ಕೈಗೊಳ್ಳುವಂತೆ ಅಧಿಕಾರಿಗಳಿಗೆ ಸೂಚನೆ ನೀಡಲಾಯಿತು. ಮೆರವಣಿಗೆ ಮಾರ್ಗ, ವೇದಿಕೆ ವ್ಯವಸ್ಥೆ, ಸಾಂಸ್ಕೃತಿಕ ಕಾರ್ಯಕ್ರಮಗಳ ಕುರಿತು ಚರ್ಚಿಸಲಾಯಿತು. ವಿವಿಧ ಸಂಘ ಸಂಸ್ಥೆಗಳ ಪ್ರತಿನಿಧಿಗಳು ಸಲಹೆ ನೀಡಿದರು. ಕುಡಿಯುವ ನೀರು, ಶೌಚಾಲಯ, ಬೆಳಕಿನ ವ್ಯವಸ್ಥೆಗೆ ಆದ್ಯತೆ ನೀಡುವಂತೆ ಕೋರಲಾಯಿತು. ಸಭೆಯಲ್ಲಿ ಪುರಸಭೆ ಅಧಿಕಾರಿಗಳು, ಪೊಲೀಸ್ ಅಧಿಕಾರಿಗಳು ಭಾಗವಹಿಸಿದ್ದರು.: [594, 849, 796, 898]
- kirusuddi-label: ಕಿರುಸುದ್ದಿ: [44, 78, 91, 95]
- weather-widget: [686, 23, 791, 53]
- degree-icon: °: [788, 36, 792, 46]
- date-block: [812, 19, 886, 57]
- article-left-continued: ನಾಡಿನ ಪವಿತ್ರ ಕ್ಷೇತ್ರವಾದ ಶ್ರೀ ಚನ್ನಕೇಶವ ಸ್ವಾಮಿ ದೇವಾಲಯದಲ್ಲಿ ಇಂದು ವಿಶೇಷ ಪೂಜೆ ನೆರವೇರಿತು. ಬೆಳ್ಳಿ ಮಂಟಪದಲ್ಲಿ ಅಲಂಕಾರ ಗೊಂಡ ಶ್ರೀ ಚನ್ನಕೇಶವ ಸ್ವಾಮಿಯ ದರ್ಶನಕ್ಕೆ ಸಾವಿರಾರು ಭಕ್ತರು ಆಗಮಿಸಿದ್ದರು. ಬೆಳಗ್ಗೆ ಸುಪ್ರಭಾತ ಸೇವೆಯಿಂದ ಆರಂಭಗೊಂಡ ವಿಶೇಷ ಪೂಜಾ ಕೈಂಕರ್ಯಗಳು ಸಂಜೆಯವರೆಗೆ ಮುಂದುವರೆದವು. ದೇವಾಲಯದ ಆವರಣದಲ್ಲಿ ಭಕ್ತರಿಗೆ ಅನ್ನದಾನ ವ್ಯವಸ್ಥೆ ಮಾಡಲಾಗಿತ್ತು. ವಿವಿಧ ಭಾಗಗಳಿಂದ ಆಗಮಿಸಿದ್ದ ಭಕ್ತರು ದೇವರ ದರ್ಶನ ಪಡೆದು ಪುನೀತರಾದರು. ಉತ್ಸವದ ಹಿನ್ನೆಲೆಯಲ್ಲಿ ಪಟ್ಟಣದಾದ್ಯಂತ ಬಿಗಿ ಪೊಲೀಸ್ ಬಂದೋಬಸ್ತ್ ಏರ್ಪಡಿಸಲಾಗಿತ್ತು. ದೇವಾಲಯದ ಕಾರ್ಯ ನಿರ್ವಹಣಾಧಿಕಾರಿಗಳು ಸ್ಥಳದಲ್ಲಿದ್ದು ಎಲ್ಲಾ ವ್ಯವಸ್ಥೆಗಳ ಮೇಲ್ವಿಚಾರಣೆ ನಡೆಸಿದರು. ರಥೋತ್ಸವ ಸಂದರ್ಭದಲ್ಲಿ ನೂರಾರು ಭಕ್ತರು ರಥ ಎಳೆದು ಸಂಭ್ರಮಿಸಿದರು.: [12, 553, 158, 641]
- degree-icon: °: [751, 36, 755, 46]
- kicker-kala: ಸ್ಪೋರ್ಟ್ಸ್ ಆ್ಯಂಡ್ ಗೇಮ್ಸ್ ಚಟುವಟಿಕೆ ಕಾರ್ಯಕ್ರಮದಲ್ಲಿ ಮಲ್ಲೇಶಗೌಡ: [280, 552, 473, 563]
- pull-quote-text: ವಿದ್ಯಾರ್ಥಿಗಳು ಪಠ್ಯದ ಜೊತೆಗೆ ಕಲೆ ಮತ್ತು ಕ್ರೀಡೆಯಲ್ಲೂ ತೊಡಗಿಸಿಕೊಂಡಾಗ ಮಾತ್ರ ಪರಿಪೂರ್ಣ ವ್ಯಕ್ತಿತ್ವ ರೂಪುಗೊಳ್ಳುತ್ತದೆ. ಶಿಕ್ಷಣ ಸಂಸ್ಥೆಗಳು ಈ ನಿಟ್ಟಿನಲ್ಲಿ ಹೆಚ್ಚಿನ ಆದ್ಯತೆ ನೀಡಬೇಕು.: [312, 714, 434, 738]
- divider: [801, 23, 802, 53]
- date: 29 ಮಾರ್ಚ್ 2026: [812, 34, 886, 47]
- column-nutana: [165, 74, 580, 540]
- pull-quote-caption: ಹಾಸನ ಆರ್.ಸಿ. ಕಾಲೇಜಿನಲ್ಲಿ ನಡೆದ ಸಾಂಸ್ಕೃತಿಕ ಹಾಗೂ ಕ್ರೀಡಾ ಸಮಾರೋಪ ಸಮಾರಂಭದಲ್ಲಿ ವಿಜೇತ ವಿದ್ಯಾರ್ಥಿಗಳಿಗೆ ಬಹುಮಾನ ವಿತರಿಸಲಾಯಿತು.: [312, 686, 434, 710]
- headline-nali: ನಾಲಿ ಮಹಾವೀರ ಜಯಂತಿ: [12, 377, 119, 393]
- dateline: ಬೇಲೂರು:: [601, 849, 623, 856]
- column-vishwa: [437, 1042, 547, 1194]
- megaphone-icon: ☛: [12, 74, 38, 100]
- bullet-icon: ●: [12, 1089, 18, 1096]
- kirusuddi-caption: ಬೆಳ್ಳಿ ಮಂಟಪದಲ್ಲಿ ಬೇಲೂರು ಚನ್ನಕೇಶವ: [28, 110, 142, 120]
- caption-rama-navami: ಶ್ರೀ ರಾಮನವಮಿ ಅಂಗವಾಗಿ ಬೇಲೂರಿನ ಸೀತಾ ರಾಮಾಂಜನೇಯ ದೇಗುಲದಲ್ಲಿ ವಿಶೇಷ ಪೂಜೆ, ಉತ್ಸವ ದರ್ಶನ ಭಾನುವಾರ ನಡೆಯಿತು.: [594, 252, 797, 266]
- column-right-photo: [587, 74, 797, 540]
- headline-prakruti: ಪ್ರಕೃತಿ ಮಹಿಳಾ ಸಂಘದಿಂದ ಮಹಿಳಾ ದಿನಾಚರಣೆ: [12, 1205, 325, 1230]
- classified-text-a: ಹಾಸನ ಜಿಲ್ಲಾ ಪಂಚಾಯತ್ ವ್ಯಾಪ್ತಿಯ ವಿವಿಧ ಗ್ರಾಮ ಪಂಚಾಯತಿಗಳಲ್ಲಿ ಖಾಲಿ ಇರುವ ಹುದ್ದೆಗಳ ಭರ್ತಿಗೆ ಅರ್ಹ ಅಭ್ಯರ್ಥಿಗಳಿಂದ ಅರ್ಜಿ ಆಹ್ವಾನಿಸಲಾಗಿದೆ. ಅರ್ಜಿ ಸಲ್ಲಿಸಲು ಕೊನೆಯ ದಿನಾಂಕ 15 ಏಪ್ರಿಲ್. ಹೆಚ್ಚಿನ ಮಾಹಿತಿಗಾಗಿ ಕಚೇರಿಯನ್ನು ಸಂಪರ್ಕಿಸಬಹುದು. ಸಾರ್ವಜನಿಕರ ಗಮನಕ್ಕೆ: ನಗರದ ವಿವಿಧ ಬಡಾವಣೆಗಳಲ್ಲಿ ನಿರ್ವಹಣಾ ಕಾಮಗಾರಿ ಹಿನ್ನೆಲೆಯಲ್ಲಿ ಸೋಮವಾರ ಬೆಳಗ್ಗೆ 10 ಗಂಟೆಯಿಂದ ಸಂಜೆ 5 ಗಂಟೆಯವರೆಗೆ ವಿದ್ಯುತ್ ಸರಬರಾಜು ಸ್ಥಗಿತಗೊಳ್ಳಲಿದೆ. ಸಾರ್ವಜನಿಕರು ಸಹಕರಿಸಬೇಕೆಂದು ಕೋರಲಾಗಿದೆ. ಅನಿವಾರ್ಯ ಕಾರಣಗಳಿಂದ ಸಮಯದಲ್ಲಿ ಬದಲಾವಣೆ ಆಗಬಹುದು. ಹಾಸನ ಜಿಲ್ಲಾ ಪಂಚಾಯತ್ ವ್ಯಾಪ್ತಿಯ ವಿವಿಧ ಗ್ರಾಮ ಪಂಚಾಯತಿಗಳಲ್ಲಿ ಖಾಲಿ ಇರುವ ಹುದ್ದೆಗಳ ಭರ್ತಿಗೆ ಅರ್ಹ ಅಭ್ಯರ್ಥಿಗಳಿಂದ ಅರ್ಜಿ ಆಹ್ವಾನಿಸಲಾಗಿದೆ. ಅರ್ಜಿ ಸಲ್ಲಿಸಲು ಕೊನೆಯ ದಿನಾಂಕ 15 ಏಪ್ರಿಲ್. ಹೆಚ್ಚಿನ ಮಾಹಿತಿಗಾಗಿ ಕಚೇರಿಯನ್ನು ಸಂಪರ್ಕಿಸಬಹುದು.: [561, 1041, 657, 1125]
- temp-min-label: ಕನಿಷ್ಠ: [772, 22, 788, 33]
- temp-max-value: 34: [732, 31, 752, 53]
- divider: [761, 23, 762, 53]
- bullet-icon: ●: [394, 102, 398, 108]
- headline-jayanti: ಜಯಂತಿ ಅಂಗವಾಗಿ ಪೂರ್ವಭಾವಿ ಸಭೆ: [594, 823, 748, 839]
- bullet-icon: ●: [594, 849, 599, 856]
- headline-parking: ಪೇ ಆ್ಯಂಡ್ ಪಾರ್ಕಿಂಗ್ ಮಾಡಲು ಚಿಂತನೆ: ನಿತೇಶ್ ಪಾಟೀಲ್: [377, 823, 579, 854]
- bullet-icon: ●: [377, 864, 381, 871]
- public-notice-body: ಹಾಸನ ಜಿಲ್ಲಾ ಪಂಚಾಯತ್ ವ್ಯಾಪ್ತಿಯ ವಿವಿಧ ಗ್ರಾಮ ಪಂಚಾಯತಿಗಳಲ್ಲಿ ಖಾಲಿ ಇರುವ ಹುದ್ದೆಗಳ ಭರ್ತಿಗೆ ಅರ್ಹ ಅಭ್ಯರ್ಥಿಗಳಿಂದ ಅರ್ಜಿ ಆಹ್ವಾನಿಸಲಾಗಿದೆ. ಅರ್ಜಿ ಸಲ್ಲಿಸಲು ಕೊನೆಯ ದಿನಾಂಕ 15 ಏಪ್ರಿಲ್. ಹೆಚ್ಚಿನ ಮಾಹಿತಿಗಾಗಿ ಕಚೇರಿಯನ್ನು ಸಂಪರ್ಕಿಸಬಹುದು. ಸಾರ್ವಜನಿಕರ ಗಮನಕ್ಕೆ: ನಗರದ ವಿವಿಧ ಬಡಾವಣೆಗಳಲ್ಲಿ ನಿರ್ವಹಣಾ ಕಾಮಗಾರಿ ಹಿನ್ನೆಲೆಯಲ್ಲಿ ಸೋಮವಾರ ಬೆಳಗ್ಗೆ 10 ಗಂಟೆಯಿಂದ ಸಂಜೆ 5 ಗಂಟೆಯವರೆಗೆ ವಿದ್ಯುತ್ ಸರಬರಾಜು ಸ್ಥಗಿತಗೊಳ್ಳಲಿದೆ. ಸಾರ್ವಜನಿಕರು ಸಹಕರಿಸಬೇಕೆಂದು ಕೋರಲಾಗಿದೆ. ಅನಿವಾರ್ಯ ಕಾರಣಗಳಿಂದ ಸಮಯದಲ್ಲಿ ಬದಲಾವಣೆ ಆಗಬಹುದು. ಹಾಸನ ಜಿಲ್ಲಾ ಪಂಚಾಯತ್ ವ್ಯಾಪ್ತಿಯ ವಿವಿಧ ಗ್ರಾಮ ಪಂಚಾಯತಿಗಳಲ್ಲಿ ಖಾಲಿ ಇರುವ ಹುದ್ದೆಗಳ ಭರ್ತಿಗೆ ಅರ್ಹ ಅಭ್ಯರ್ಥಿಗಳಿಂದ ಅರ್ಜಿ ಆಹ್ವಾನಿಸಲಾಗಿದೆ. ಅರ್ಜಿ ಸಲ್ಲಿಸಲು ಕೊನೆಯ ದಿನಾಂಕ 15 ಏಪ್ರಿಲ್. ಹೆಚ್ಚಿನ ಮಾಹಿತಿಗಾಗಿ ಕಚೇರಿಯನ್ನು ಸಂಪರ್ಕಿಸಬಹುದು.: [778, 1060, 879, 1137]
- article-nutana-body: ● ಬೇಲೂರು: ಶ್ರೀ ಚನ್ನಕೇಶವ ಸ್ವಾಮಿ ದೇವಾಲಯದ ನೂತನ ರಥಕ್ಕೆ ವಿಧ್ಯುಕ್ತವಾಗಿ ಚಾಲನೆ ನೀಡಲಾಯಿತು. ಸಂಪ್ರದಾಯದಂತೆ ವೇದ ಘೋಷಗಳ ನಡುವೆ ಪೂಜಾ ಕೈಂಕರ್ಯಗಳು ನೆರವೇರಿದವು. ಸಾವಿರಾರು ಭಕ್ತರ ಸಮ್ಮುಖದಲ್ಲಿ ರಥೋತ್ಸವ ನಡೆಯಿತು. ಹಲವು ವರ್ಷಗಳಿಂದ ಬೇಡಿಕೆಯಾಗಿದ್ದ ನೂತನ ರಥ ನಿರ್ಮಾಣ ಕಾರ್ಯ ಪೂರ್ಣಗೊಂಡಿದ್ದು, ಭಕ್ತರ ಸಹಕಾರದೊಂದಿಗೆ ಸಾಧ್ಯವಾಗಿದೆ ಎಂದು ದೇವಾಲಯದ ಆಡಳಿತ ಮಂಡಳಿ ತಿಳಿಸಿದೆ. ಕಾರ್ಯಕ್ರಮದಲ್ಲಿ ಜನಪ್ರತಿನಿಧಿಗಳು, ಅಧಿಕಾರಿಗಳು ಮತ್ತು ಗಣ್ಯರು ಪಾಲ್ಗೊಂಡಿದ್ದರು. ಮುಂಜಾನೆಯಿಂದಲೇ ಭಕ್ತರ ದಂಡು ದೇವಾಲಯದತ್ತ ಹರಿದುಬಂದಿತ್ತು. ರಥ ಎಳೆಯಲು ಜನಸಾಗರವೇ ನೆರೆದಿತ್ತು. ಶ್ರದ್ಧಾ ಭಕ್ತಿಯಿಂದ ಭಕ್ತರು ಸ್ವಾಮಿಗೆ ಹರಕೆ ಸಲ್ಲಿಸಿದರು. ದೇವಾಲಯದ ಆವರಣದಲ್ಲಿ ಅನ್ನ ಸಂತರ್ಪಣೆ ವ್ಯವಸ್ಥೆ ಮಾಡಲಾಗಿತ್ತು. ಬಿಗಿ ಪೊಲೀಸ್ ಭದ್ರತೆ ಒದಗಿಸಲಾಗಿತ್ತು. ಸಂಜೆ ವಿಶೇಷ ಸಾಂಸ್ಕೃತಿಕ ಕಾರ್ಯಕ್ರಮಗಳು ನಡೆದವು. ಉತ್ಸವದ ಸವಿನೆನಪಿಗಾಗಿ ಸ್ಮರಣ ಸಂಚಿಕೆ ಬಿಡುಗಡೆ ಮಾಡಲಾಯಿತು. ಈ ವೇಳೆ ಮಾತನಾಡಿದ ಅವರು, ಧಾರ್ಮಿಕ ಕ್ಷೇತ್ರಗಳ ಅಭಿವೃದ್ಧಿಗೆ ಸರ್ಕಾರ ಬದ್ಧವಾಗಿದೆ ಎಂದು ಹೇಳಿದರು. ರಾಜ್ಯದ ಪ್ರಸಿದ್ಧ ದೇವಾಲಯಗಳ ಜೀರ್ಣೋದ್ಧಾರಕ್ಕೆ ಅನುದಾನ ನೀಡಲಾಗುವುದು, ಪ್ರವಾಸೋದ್ಯಮ ಅಭಿವೃದ್ಧಿಗೂ ಒತ್ತು ನೀಡಲಾಗುವುದು ಎಂದು ಭರವಸೆ ನೀಡಿದರು.: [394, 102, 580, 209]
- column-belur-story: [12, 1042, 430, 1194]
- dateline: ಹೊಳೆನರಸೀಪುರ:: [179, 973, 213, 980]
- article-kala-body2b: ಸಮಾರಂಭದಲ್ಲಿ ವಿವಿಧ ಸ್ಪರ್ಧೆಗಳಲ್ಲಿ ವಿಜೇತರಾದ ವಿದ್ಯಾರ್ಥಿಗಳಿಗೆ ಬಹುಮಾನ ವಿತರಿಸಲಾಯಿತು. ಕಾಲೇಜಿನ ಪ್ರಾಂಶುಪಾಲರು ಅಧ್ಯಕ್ಷತೆ ವಹಿಸಿದ್ದರು. ಶಿಕ್ಷಕ ವೃಂದ, ಪೋಷಕರು ಹಾಗೂ ವಿದ್ಯಾರ್ಥಿಗಳು ಹೆಚ್ಚಿನ ಸಂಖ್ಯೆಯಲ್ಲಿ ಭಾಗವಹಿಸಿದ್ದರು. ವಾರ್ಷಿಕ ವರದಿ ಮಂಡಿಸಲಾಯಿತು. ಸಾಂಸ್ಕೃತಿಕ ಕಾರ್ಯಕ್ರಮಗಳಲ್ಲಿ ವಿದ್ಯಾರ್ಥಿಗಳು ನೃತ್ಯ, ಗಾಯನ ಪ್ರದರ್ಶಿಸಿ ಗಮನ ಸೆಳೆದರು. ಕೊನೆಯಲ್ಲಿ ವಂದನಾರ್ಪಣೆ ನೆರವೇರಿಸಲಾಯಿತು.: [307, 765, 439, 812]
- edition-place: ಬೆಂಗಳೂರು: [857, 47, 886, 57]
- classified-text-c: ಸಾರ್ವಜನಿಕರ ಗಮನಕ್ಕೆ: ನಗರದ ವಿವಿಧ ಬಡಾವಣೆಗಳಲ್ಲಿ ನಿರ್ವಹಣಾ ಕಾಮಗಾರಿ ಹಿನ್ನೆಲೆಯಲ್ಲಿ ಸೋಮವಾರ ಬೆಳಗ್ಗೆ 10 ಗಂಟೆಯಿಂದ ಸಂಜೆ 5 ಗಂಟೆಯವರೆಗೆ ವಿದ್ಯುತ್ ಸರಬರಾಜು ಸ್ಥಗಿತಗೊಳ್ಳಲಿದೆ. ಸಾರ್ವಜನಿಕರು ಸಹಕರಿಸಬೇಕೆಂದು ಕೋರಲಾಗಿದೆ. ಅನಿವಾರ್ಯ ಕಾರಣಗಳಿಂದ ಸಮಯದಲ್ಲಿ ಬದಲಾವಣೆ ಆಗಬಹುದು. ಹಾಸನ ಜಿಲ್ಲಾ ಪಂಚಾಯತ್ ವ್ಯಾಪ್ತಿಯ ವಿವಿಧ ಗ್ರಾಮ ಪಂಚಾಯತಿಗಳಲ್ಲಿ ಖಾಲಿ ಇರುವ ಹುದ್ದೆಗಳ ಭರ್ತಿಗೆ ಅರ್ಹ ಅಭ್ಯರ್ಥಿಗಳಿಂದ ಅರ್ಜಿ ಆಹ್ವಾನಿಸಲಾಗಿದೆ. ಅರ್ಜಿ ಸಲ್ಲಿಸಲು ಕೊನೆಯ ದಿನಾಂಕ 15 ಏಪ್ರಿಲ್. ಹೆಚ್ಚಿನ ಮಾಹಿತಿಗಾಗಿ ಕಚೇರಿಯನ್ನು ಸಂಪರ್ಕಿಸಬಹುದು.: [444, 1206, 584, 1244]
- article-apaghata-body: ● ಹಾಸನ: ರಸ್ತೆ ಅಪಘಾತದಲ್ಲಿ ಕಾಲೇಜು ವಿದ್ಯಾರ್ಥಿಯೊಬ್ಬ ಸಾವನ್ನಪ್ಪಿದ ಘಟನೆ ನಗರದ ಹೊರವಲಯದಲ್ಲಿ ನಡೆದಿದೆ. ಬೈಕ್‌ನಲ್ಲಿ ತೆರಳುತ್ತಿದ್ದ ವಿದ್ಯಾರ್ಥಿಗೆ ಎದುರಿನಿಂದ ಬಂದ ಲಾರಿ ಡಿಕ್ಕಿ ಹೊಡೆದ ಪರಿಣಾಮ ಸ್ಥಳದಲ್ಲೇ ಮೃತಪಟ್ಟಿದ್ದಾನೆ. ಘಟನೆ ಸಂಬಂಧ ಪ್ರಕರಣ ದಾಖಲಿಸಿಕೊಂಡ ಪೊಲೀಸರು ತನಿಖೆ ಕೈಗೊಂಡಿದ್ದಾರೆ. ಮೃತದೇಹವನ್ನು ಮರಣೋತ್ತರ ಪರೀಕ್ಷೆಗೆ ಒಳಪಡಿಸಲಾಗಿದೆ. ಚಾಲಕ ಪರಾರಿಯಾಗಿದ್ದು ಆತನಿಗಾಗಿ ಶೋಧ ಕಾರ್ಯ ಮುಂದುವರೆದಿದೆ.: [12, 486, 158, 539]
- temp-min-value: 21: [769, 31, 789, 53]
- photo-label: ಪ್ರಸಾದ ವಿತರಣೆ:: [269, 973, 305, 980]
- caption-health-camp: ಯುವ ರೆಡ್ ಕ್ರಾಸ್ ಘಟಕ ಹಾಗೂ ತಾಲೂಕು ಆಸ್ಪತ್ರೆ ಹೊಳೆನರಸೀಪುರ ವತಿಯಿಂದ ಆರೋಗ್ಯ ತಪಾಸಣಾ ಶಿಬಿರ ನಡೆಯಿತು.: [165, 227, 358, 233]
- public-notice-title: ಸಾರ್ವಜನಿಕ ಪ್ರಕಟಣೆ: [809, 1046, 848, 1053]
- headline-belur: ಸರ್ಕಾರದ ಗಮನಸೆಳೆದ ಸಮುದಾಯ: [12, 1054, 249, 1079]
- dateline: ಬೇಲೂರು:: [399, 102, 421, 108]
- article-vishwa-body: ● ಹಾಸನ: ವಿಶ್ವ ರಂಗಭೂಮಿ ದಿನ ಆಚರಣೆ ನಗರದ ಕಲಾಭವನದಲ್ಲಿ ನಡೆಯಿತು. ರಂಗಕರ್ಮಿಗಳು, ಕಲಾವಿದರು ಹಾಗೂ ಸಾಹಿತ್ಯಾಸಕ್ತರು ಭಾಗವಹಿಸಿದ್ದರು. ರಂಗಭೂಮಿ ಸಮಾಜದ ಕನ್ನಡಿ ಇದ್ದಂತೆ ಎಂದು ಈ ಸಂದರ್ಭದಲ್ಲಿ ಅಭಿಪ್ರಾಯ ವ್ಯಕ್ತವಾಯಿತು. ಇಂದಿನ ಯುವಜನತೆ ರಂಗಭೂಮಿಯತ್ತ ಆಕರ್ಷಿತರಾಗಬೇಕು ಎಂದು ಕರೆ ನೀಡಲಾಯಿತು. ನಾಟಕ ಪ್ರದರ್ಶನ ನಡೆಯಿತು. ಹಿರಿಯ ಕಲಾವಿದರನ್ನು ಸನ್ಮಾನಿಸಲಾಯಿತು. ಕಾರ್ಯಕ್ರಮದಲ್ಲಿ ವಿವಿಧ ರಂಗತಂಡಗಳ ಪ್ರತಿನಿಧಿಗಳು ಉಪಸ್ಥಿತರಿದ್ದರು.: [444, 1064, 547, 1137]
- cmyk-registration-dots: [0, 1375, 900, 1386]
- column-prakruti: [12, 1206, 430, 1272]
- dateline: ಹಾಸನ:: [25, 397, 40, 404]
- dateline: ಹಾಸನ:: [453, 1064, 469, 1071]
- bullet-icon: ●: [595, 679, 600, 686]
- column-left-band3: [12, 825, 158, 1030]
- pull-quote: [307, 681, 439, 744]
- headline-anjaneya: ಆಂಜನೇಯ ಸ್ವಾಮಿಗೆ ವಿಶೇಷ ಪೂಜೆ: [173, 823, 317, 839]
- photo-rama-navami: [594, 74, 797, 249]
- photo-womens-day: [595, 595, 797, 675]
- flame-icon: ❂: [123, 21, 142, 40]
- article-shikshana-body1: ● ಹಾಸನ: ಶಿಕ್ಷಣದಿಂದ ಮಾತ್ರ ಮಹಿಳೆಯರ ಮೇಲಿನ ಶೋಷಣೆ ನಿರ್ಮೂಲನೆ ಸಾಧ್ಯ ಎಂದು ಪ್ರಮೀಳಾ ಅಭಿಪ್ರಾಯ ಪಟ್ಟರು. ನಗರದ ಜಿಲ್ಲಾ ಪಂಚಾಯತ್ ಸಭಾಂಗಣದಲ್ಲಿ ನಡೆದ ಅಂತಾರಾಷ್ಟ್ರೀಯ ಮಹಿಳಾ ದಿನಾಚರಣೆ ಕಾರ್ಯಕ್ರಮದಲ್ಲಿ ಅವರು ಮಾತನಾಡಿದರು. ಮಹಿಳೆಯರು ಆರ್ಥಿಕವಾಗಿ ಸ್ವಾವಲಂಬಿಗಳಾದಾಗ ಮಾತ್ರ ಸಮಾಜದಲ್ಲಿ ಗೌರವ ಸಿಗುತ್ತದೆ. ಸರ್ಕಾರದ ವಿವಿಧ ಯೋಜನೆಗಳ ಸದುಪಯೋಗ ಪಡೆಯಬೇಕು ಎಂದು ಕರೆ ನೀಡಿದರು.: [595, 679, 692, 744]
- column-classified-2: [766, 1042, 884, 1194]
- logo-title: ಹೊಸ ದಿಗಂತ: [14, 16, 119, 43]
- column-anjaneya: [165, 825, 362, 1030]
- headline-nutana: ನೂತನ ರಥಕ್ಕೆ ಚಾಲನೆ: [394, 75, 497, 91]
- publication-logo[interactable]: [14, 16, 142, 60]
- pull-quote-attribution: ● ಎ. ಮಲ್ಲೇಶಗೌಡ, ಶಾಸಕರು: [307, 747, 439, 760]
- photo-kala-ceremony: [307, 605, 439, 677]
- dateline: ಹಾಸನ:: [381, 864, 397, 871]
- logo-underline: [14, 52, 92, 60]
- dateline: ಬೇಲೂರು:: [12, 281, 33, 288]
